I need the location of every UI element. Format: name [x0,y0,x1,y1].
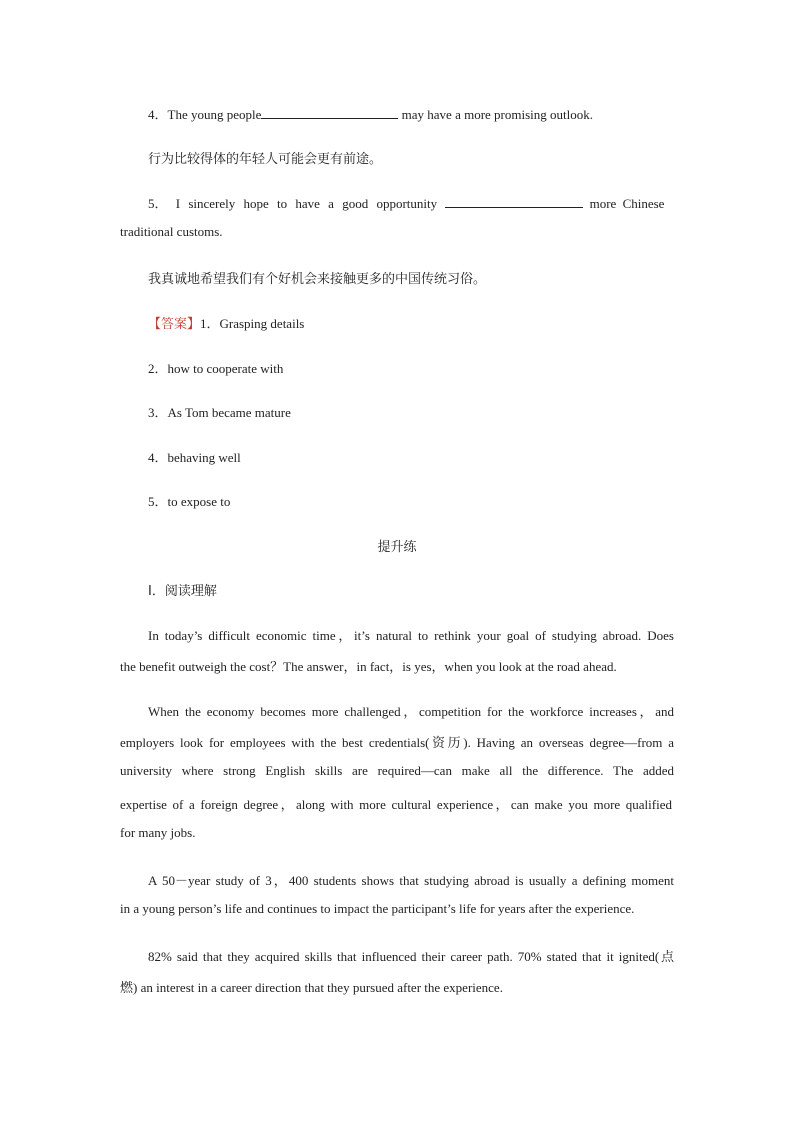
exercise-4 [148,104,674,123]
answer-item-3: 3．As Tom became mature [148,405,291,420]
answer-1 [148,313,674,332]
passage-p4-line-1: 82% said that they acquired skills that influenced their career path. 70% stated that it ignited(点 [148,949,674,964]
exercise-5-line-2: traditional customs. [120,224,223,239]
passage-p2-line-1: When the economy becomes more challenged，competition for the workforce increases，and [148,704,674,719]
passage-p2-line-2: employers look for employees with the best credentials(资历). Having an overseas degree—from a [120,735,674,750]
answer-item-2: 2．how to cooperate with [148,361,284,376]
exercise-4-text-before-2: The young people [167,107,262,122]
exercise-5-translation: 我真诚地希望我们有个好机会来接触更多的中国传统习俗。 [148,272,487,287]
passage-p3-line-1: A 50－year study of 3，400 students shows that studying abroad is usually a defining moment [148,873,674,888]
passage-p2-line-5: for many jobs. [120,825,196,840]
passage-p4-line-2: 燃) an interest in a career direction that they pursued after the experience. [120,980,503,995]
passage-p1-line-1: In today’s difficult economic time，it’s natural to rethink your goal of studying abroad. Does [148,628,674,643]
answer-item-5: 5．to expose to [148,494,231,509]
passage-p3-line-2: in a young person’s life and continues to impact the participant’s life for years after the experience. [120,901,635,916]
exercise-5-line-1 [148,193,674,212]
section-title: 提升练 [377,540,417,555]
exercise-4-translation: 行为比较得体的年轻人可能会更有前途。 [148,152,383,167]
answer-label: 【答案】 [148,317,201,332]
exercise-4-blank[interactable] [261,107,398,119]
answer-item-4: 4．behaving well [148,450,241,465]
part-heading: Ⅰ．阅读理解 [148,584,217,599]
passage-p2-line-4: expertise of a foreign degree，along with more cultural experience，can make you more qualified [120,797,672,812]
passage-p2-line-3: university where strong English skills are required—can make all the difference. The added [120,763,674,778]
exercise-4-text-before: 4． [148,107,168,122]
exercise-5-text-before: 5． I sincerely hope to have a good opportunity [148,196,446,211]
exercise-5-text-after: more Chinese [583,196,665,211]
answer-item-1: 1．Grasping details [200,316,305,331]
exercise-4-text-after: may have a more promising outlook. [398,107,593,122]
exercise-5-blank[interactable] [445,196,583,208]
passage-p1-line-2: the benefit outweigh the cost？The answer，in fact，is yes，when you look at the road ahead. [120,659,617,674]
